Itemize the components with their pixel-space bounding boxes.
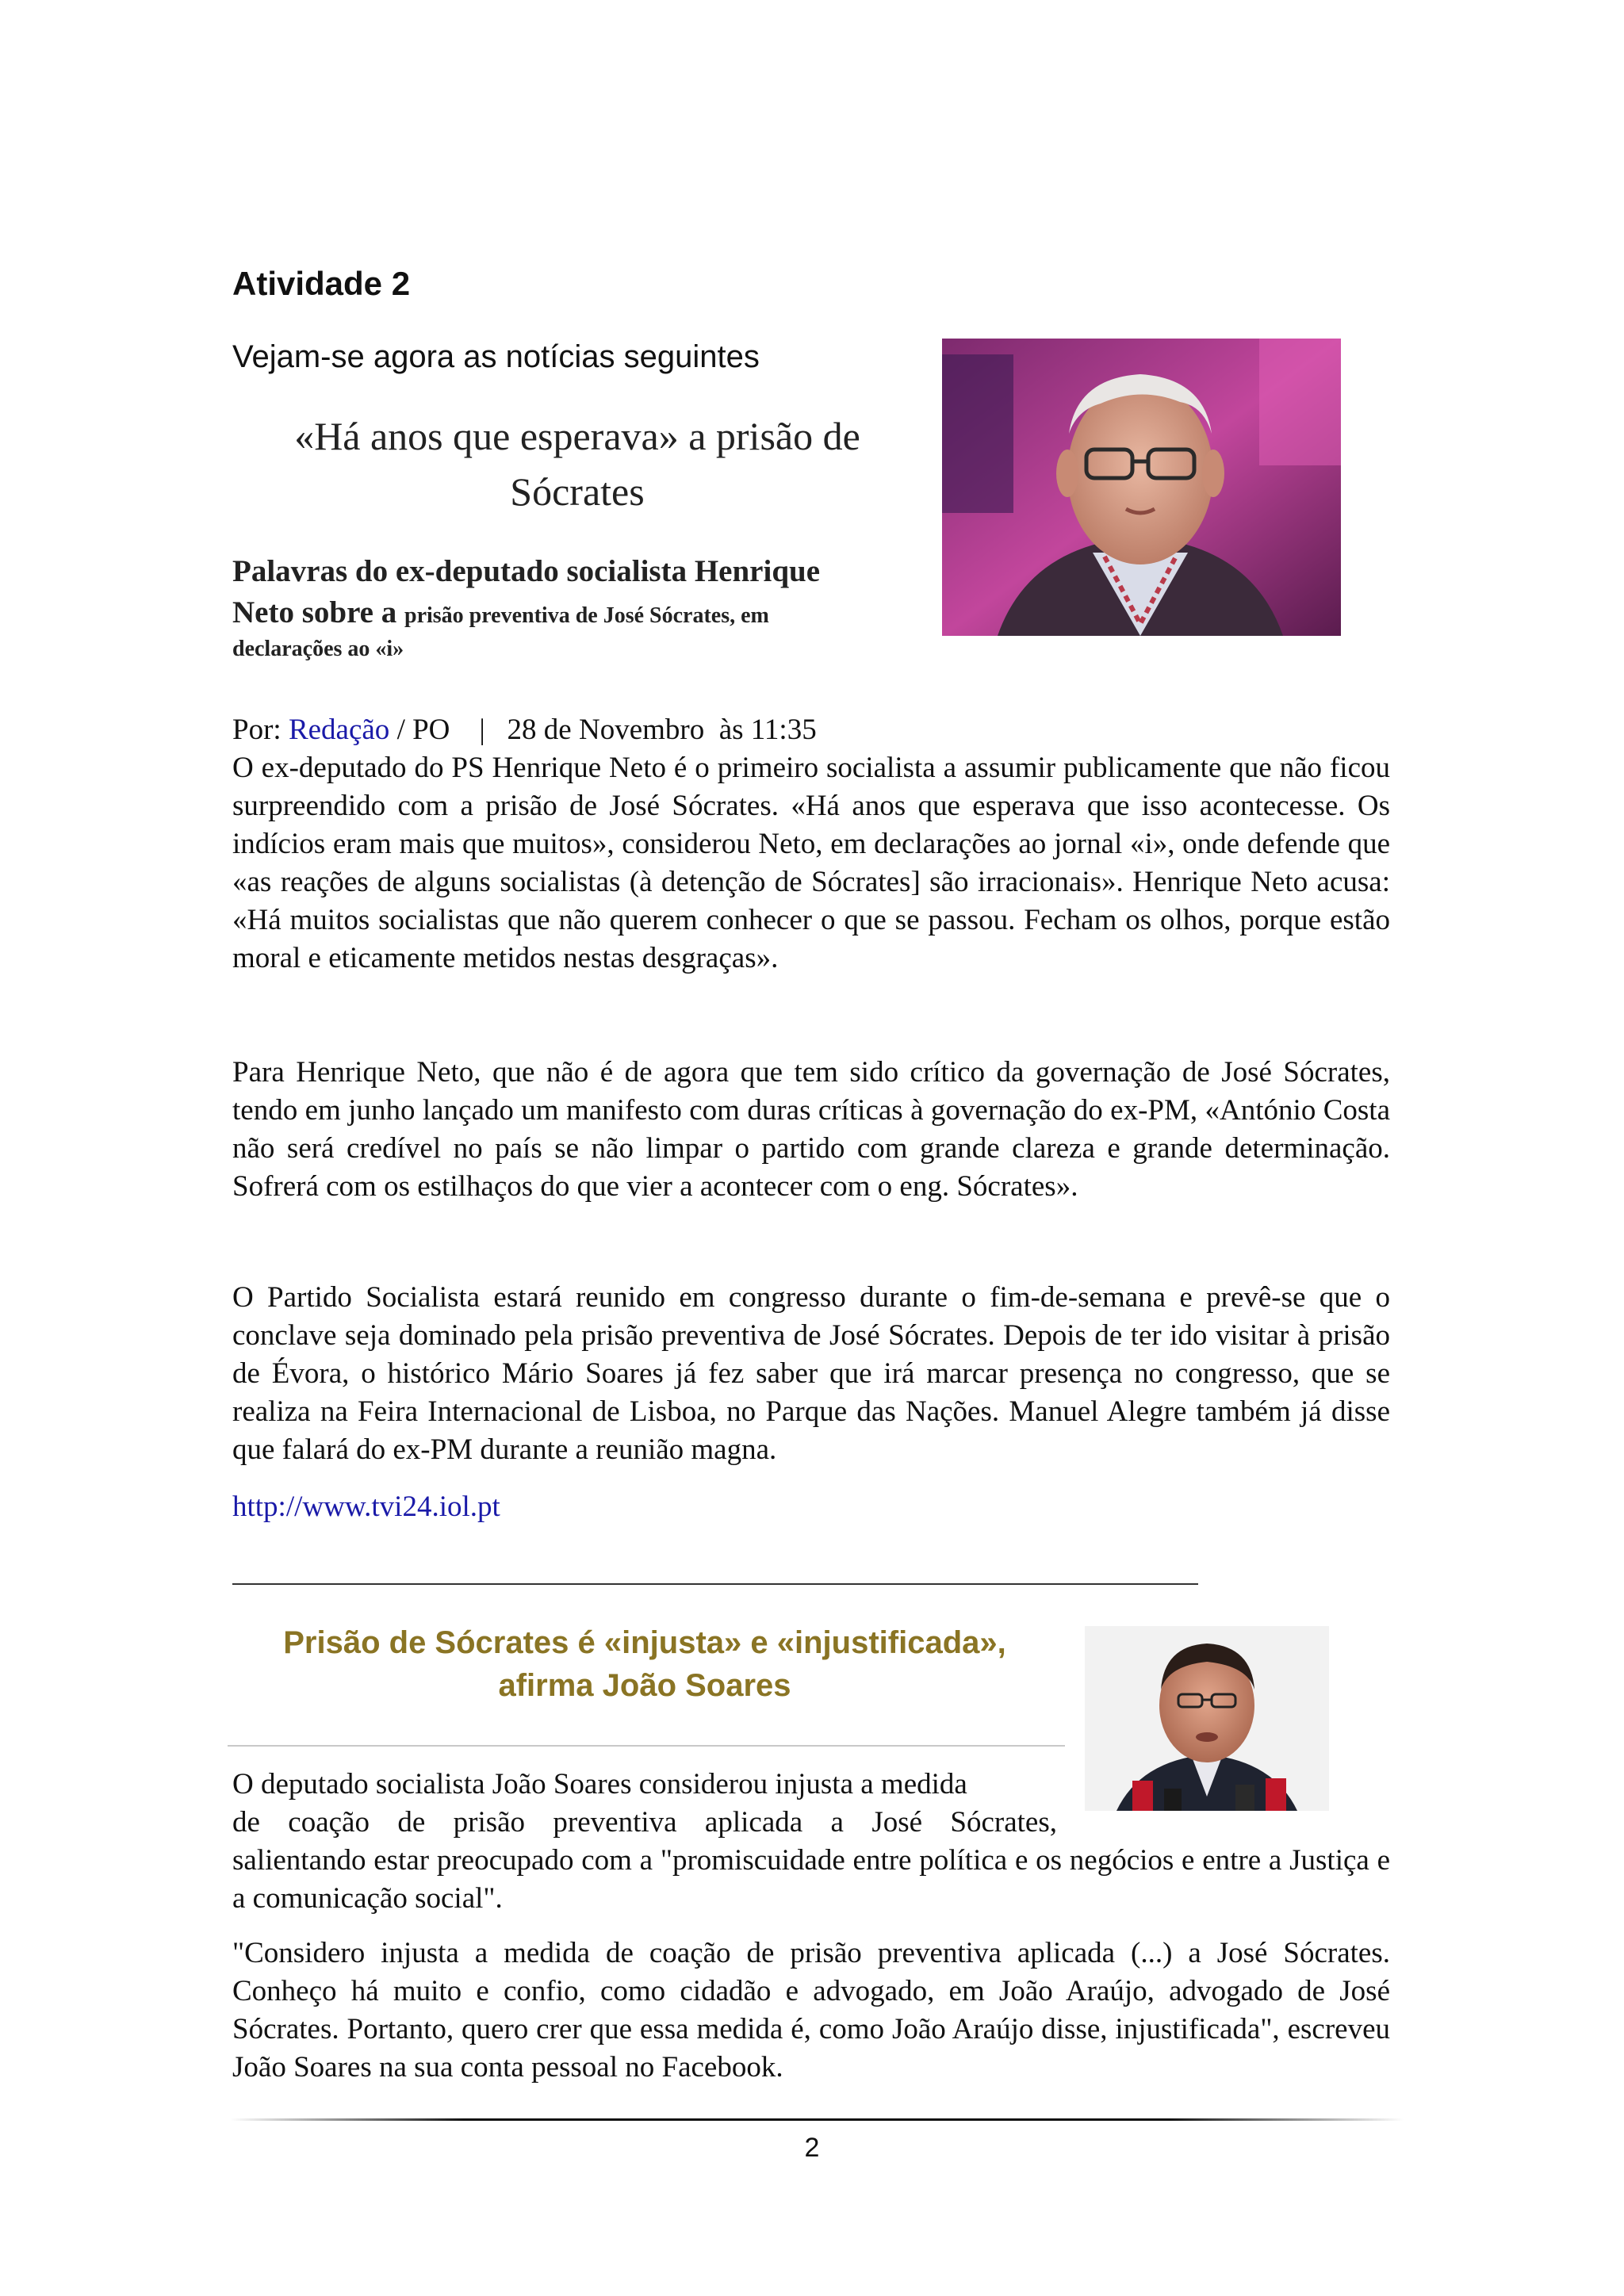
section-divider: [232, 1583, 1198, 1585]
article1-paragraph-2: Para Henrique Neto, que não é de agora que tem sido crítico da governação de José Sócrates, tendo em junho lançado um manifesto com duras críticas à governação do ex-PM, «António Costa não será credível no país se não limpar o partido com grande clareza e grande determinação. Sofrerá com os estilhaços do que vier a acontecer com o eng. Sócrates».: [232, 1056, 1390, 1203]
article1-paragraph-3: O Partido Socialista estará reunido em congresso durante o fim-de-semana e prevê-se que o conclave seja dominado pela prisão preventiva de José Sócrates. Depois de ter ido visitar à prisão de Évora, o histórico Mário Soares já fez saber que irá marcar presença no congresso, que se realiza na Feira Internacional de Lisboa, no Parque das Nações. Manuel Alegre também já disse que falará do ex-PM durante a reunião magna.: [232, 1281, 1390, 1466]
subhead-line3: declarações ao «i»: [232, 637, 404, 661]
subhead-line2-lead: Neto sobre a: [232, 595, 404, 629]
footer-divider: [230, 2118, 1404, 2121]
subhead-line2-tail: prisão preventiva de José Sócrates, em: [404, 603, 769, 628]
article1-paragraph-1: O ex-deputado do PS Henrique Neto é o primeiro socialista a assumir publicamente que não ficou surpreendido com a prisão de José Sócrates. «Há anos que esperava que isso acontecesse. Os indícios eram mais que muitos», considerou Neto, em declarações ao jornal «i», onde defende que «as reações de alguns socialistas (à detenção de Sócrates] são irracionais». Henrique Neto acusa: «Há muitos socialistas que não querem conhecer o que se passou. Fecham os olhos, porque estão moral e eticamente metidos nestas desgraças».: [232, 752, 1390, 974]
byline-author-link[interactable]: Redação: [288, 714, 390, 746]
article1-headline: [232, 408, 922, 519]
article2-headline: [232, 1621, 1057, 1707]
article1-byline: [232, 711, 817, 749]
article2-headline-line1: Prisão de Sócrates é «injusta» e «injustificada»,: [283, 1625, 1006, 1660]
article2-paragraph-1: [232, 1766, 1390, 1918]
source-link[interactable]: http://www.tvi24.iol.pt: [232, 1490, 500, 1523]
subhead-line1: Palavras do ex-deputado socialista Henrique: [232, 554, 821, 588]
article2-paragraph-2: "Considero injusta a medida de coação de prisão preventiva aplicada (...) a José Sócrates. Conheço há muito e confio, como cidadão e advogado, em João Araújo, advogado de José Sócrates. Portanto, quero crer que essa medida é, como João Araújo disse, injustificada", escreveu João Soares na sua conta pessoal no Facebook.: [232, 1937, 1390, 2084]
article1-headline-line2: Sócrates: [510, 469, 645, 514]
byline-date: / PO | 28 de Novembro às 11:35: [389, 714, 817, 746]
headline-underline: [228, 1745, 1065, 1747]
henrique-neto-photo-graphic: [942, 339, 1341, 636]
page-number: 2: [804, 2133, 820, 2163]
activity-title: Atividade 2: [232, 265, 411, 302]
byline-prefix: Por:: [232, 714, 289, 746]
article2-paragraph-1-rest: salientando estar preocupado com a "promiscuidade entre política e os negócios e entre a Justiça e a comunicação social".: [232, 1844, 1390, 1915]
intro-text: Vejam-se agora as notícias seguintes: [232, 339, 760, 374]
article1-headline-line1: «Há anos que esperava» a prisão de: [294, 414, 860, 458]
article2-paragraph-1-line2: de coação de prisão preventiva aplicada a José Sócrates,: [232, 1806, 1057, 1839]
article1-subhead: [232, 551, 922, 665]
henrique-neto-photo: [942, 339, 1341, 636]
article2-paragraph-1-line1: O deputado socialista João Soares considerou injusta a medida: [232, 1768, 967, 1800]
article2-headline-line2: afirma João Soares: [498, 1668, 791, 1703]
